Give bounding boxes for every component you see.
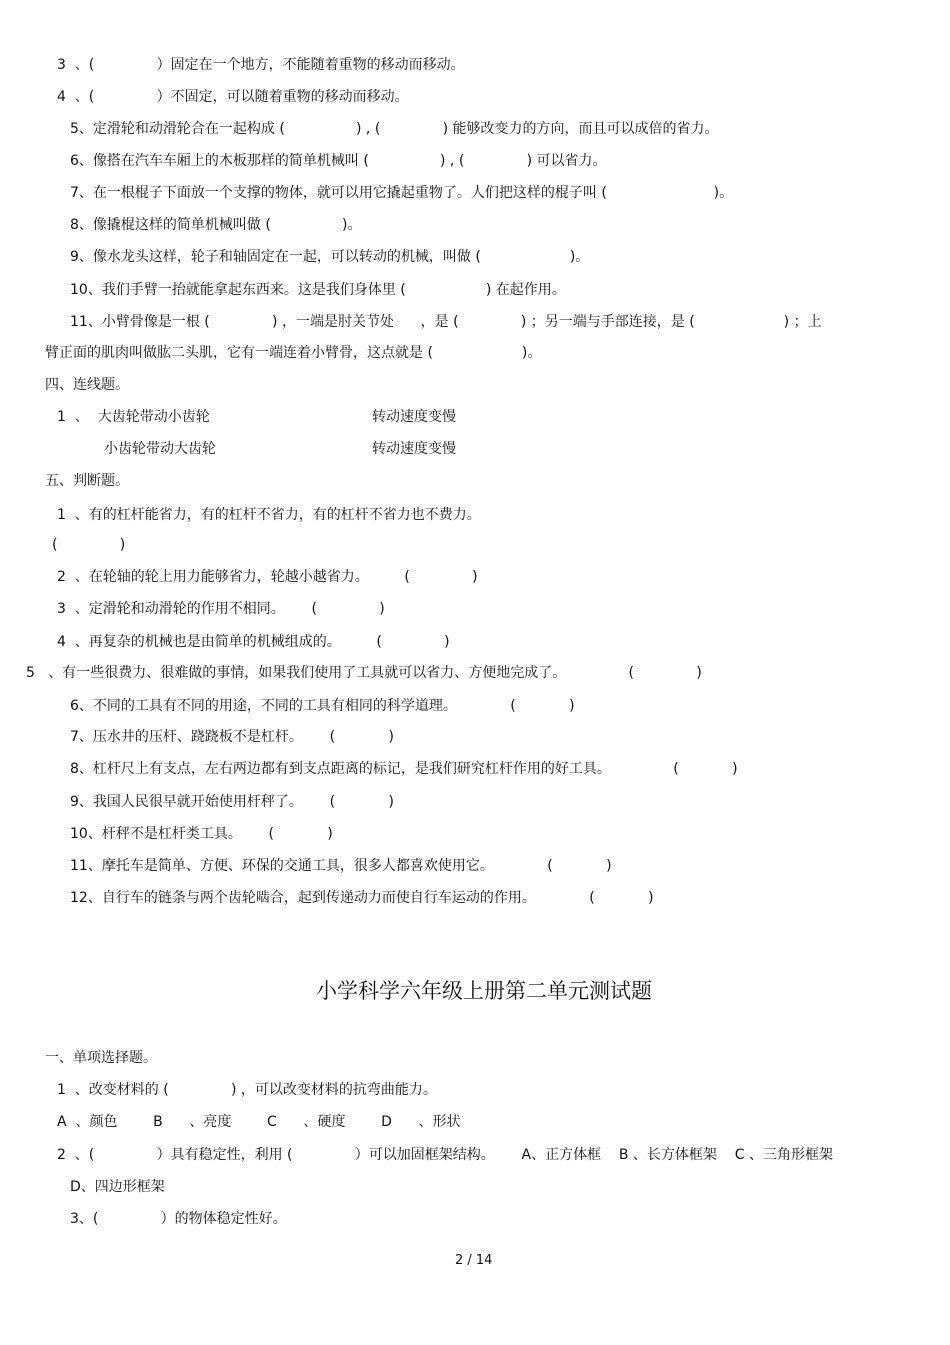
choice-question-2-line-2: D、四边形框架 xyxy=(70,1179,165,1195)
fill-in-question-10: 10、我们手臂一抬就能拿起东西来。这是我们身体里 ( ) 在起作用。 xyxy=(70,282,566,298)
matching-right-item-2: 转动速度变慢 xyxy=(372,441,456,457)
matching-left-item-1: 1 、 大齿轮带动小齿轮 xyxy=(57,409,210,425)
matching-right-item-1: 转动速度变慢 xyxy=(372,409,456,425)
judgment-question-8: 8、杠杆尺上有支点，左右两边都有到支点距离的标记，是我们研究杠杆作用的好工具。 ( ) xyxy=(70,761,738,777)
judgment-question-11: 11、摩托车是简单、方便、环保的交通工具，很多人都喜欢使用它。 ( ) xyxy=(70,858,612,874)
judgment-question-3: 3 、定滑轮和动滑轮的作用不相同。 ( ) xyxy=(57,601,385,617)
judgment-question-1: 1 、有的杠杆能省力，有的杠杆不省力，有的杠杆不省力也不费力。 xyxy=(57,507,481,523)
judgment-question-2: 2 、在轮轴的轮上用力能够省力，轮越小越省力。 ( ) xyxy=(57,569,478,585)
section-5-heading: 五、判断题。 xyxy=(45,473,129,489)
fill-in-question-5: 5、定滑轮和动滑轮合在一起构成 ( ) , ( ) 能够改变力的方向，而且可以成倍的省力。 xyxy=(70,121,719,137)
choice-question-2-line-1: 2 、( ）具有稳定性，利用 ( ）可以加固框架结构。 A、正方体框 B 、长方体框架 C 、三角形框架 xyxy=(57,1147,833,1163)
choice-question-3: 3、( ）的物体稳定性好。 xyxy=(70,1211,287,1227)
judgment-question-5: 5 、有一些很费力、很难做的事情，如果我们使用了工具就可以省力、方便地完成了。 ( ) xyxy=(26,665,702,681)
judgment-question-10: 10、杆秤不是杠杆类工具。 ( ) xyxy=(70,826,333,842)
judgment-question-1-answer-parens: ( ) xyxy=(52,537,126,553)
judgment-question-4: 4 、再复杂的机械也是由简单的机械组成的。 ( ) xyxy=(57,634,450,650)
fill-in-question-4: 4 、( ）不固定，可以随着重物的移动而移动。 xyxy=(57,89,409,105)
fill-in-question-11-line-1: 11、小臂骨像是一根 ( ) ，一端是肘关节处 ，是 ( ) ；另一端与手部连接，是 ( ) ；上 xyxy=(70,314,822,330)
choice-question-1-options: A 、颜色 B 、亮度 C 、硬度 D 、形状 xyxy=(57,1114,461,1130)
page-number: 2 / 14 xyxy=(455,1253,493,1268)
fill-in-question-11-line-2: 臂正面的肌肉叫做肱二头肌，它有一端连着小臂骨，这点就是 ( )。 xyxy=(45,345,542,361)
judgment-question-9: 9、我国人民很早就开始使用杆秤了。 ( ) xyxy=(70,794,394,810)
fill-in-question-9: 9、像水龙头这样，轮子和轴固定在一起，可以转动的机械，叫做 ( )。 xyxy=(70,249,590,265)
matching-left-item-2: 小齿轮带动大齿轮 xyxy=(104,441,216,457)
choice-question-1: 1 、改变材料的 ( ) ，可以改变材料的抗弯曲能力。 xyxy=(57,1082,437,1098)
fill-in-question-6: 6、像搭在汽车车厢上的木板那样的简单机械叫 ( ) , ( ) 可以省力。 xyxy=(70,153,607,169)
fill-in-question-8: 8、像撬棍这样的简单机械叫做 ( )。 xyxy=(70,217,362,233)
judgment-question-12: 12、自行车的链条与两个齿轮啮合，起到传递动力而使自行车运动的作用。 ( ) xyxy=(70,890,654,906)
fill-in-question-7: 7、在一根棍子下面放一个支撑的物体，就可以用它撬起重物了。人们把这样的棍子叫 ( )。 xyxy=(70,185,734,201)
judgment-question-6: 6、不同的工具有不同的用途，不同的工具有相同的科学道理。 ( ) xyxy=(70,698,575,714)
unit-2-test-title: 小学科学六年级上册第二单元测试题 xyxy=(316,979,652,1003)
section-4-heading: 四、连线题。 xyxy=(45,377,129,393)
unit-2-section-1-heading: 一、单项选择题。 xyxy=(45,1050,157,1066)
judgment-question-7: 7、压水井的压杆、跷跷板不是杠杆。 ( ) xyxy=(70,729,394,745)
fill-in-question-3: 3 、( ）固定在一个地方，不能随着重物的移动而移动。 xyxy=(57,57,465,73)
